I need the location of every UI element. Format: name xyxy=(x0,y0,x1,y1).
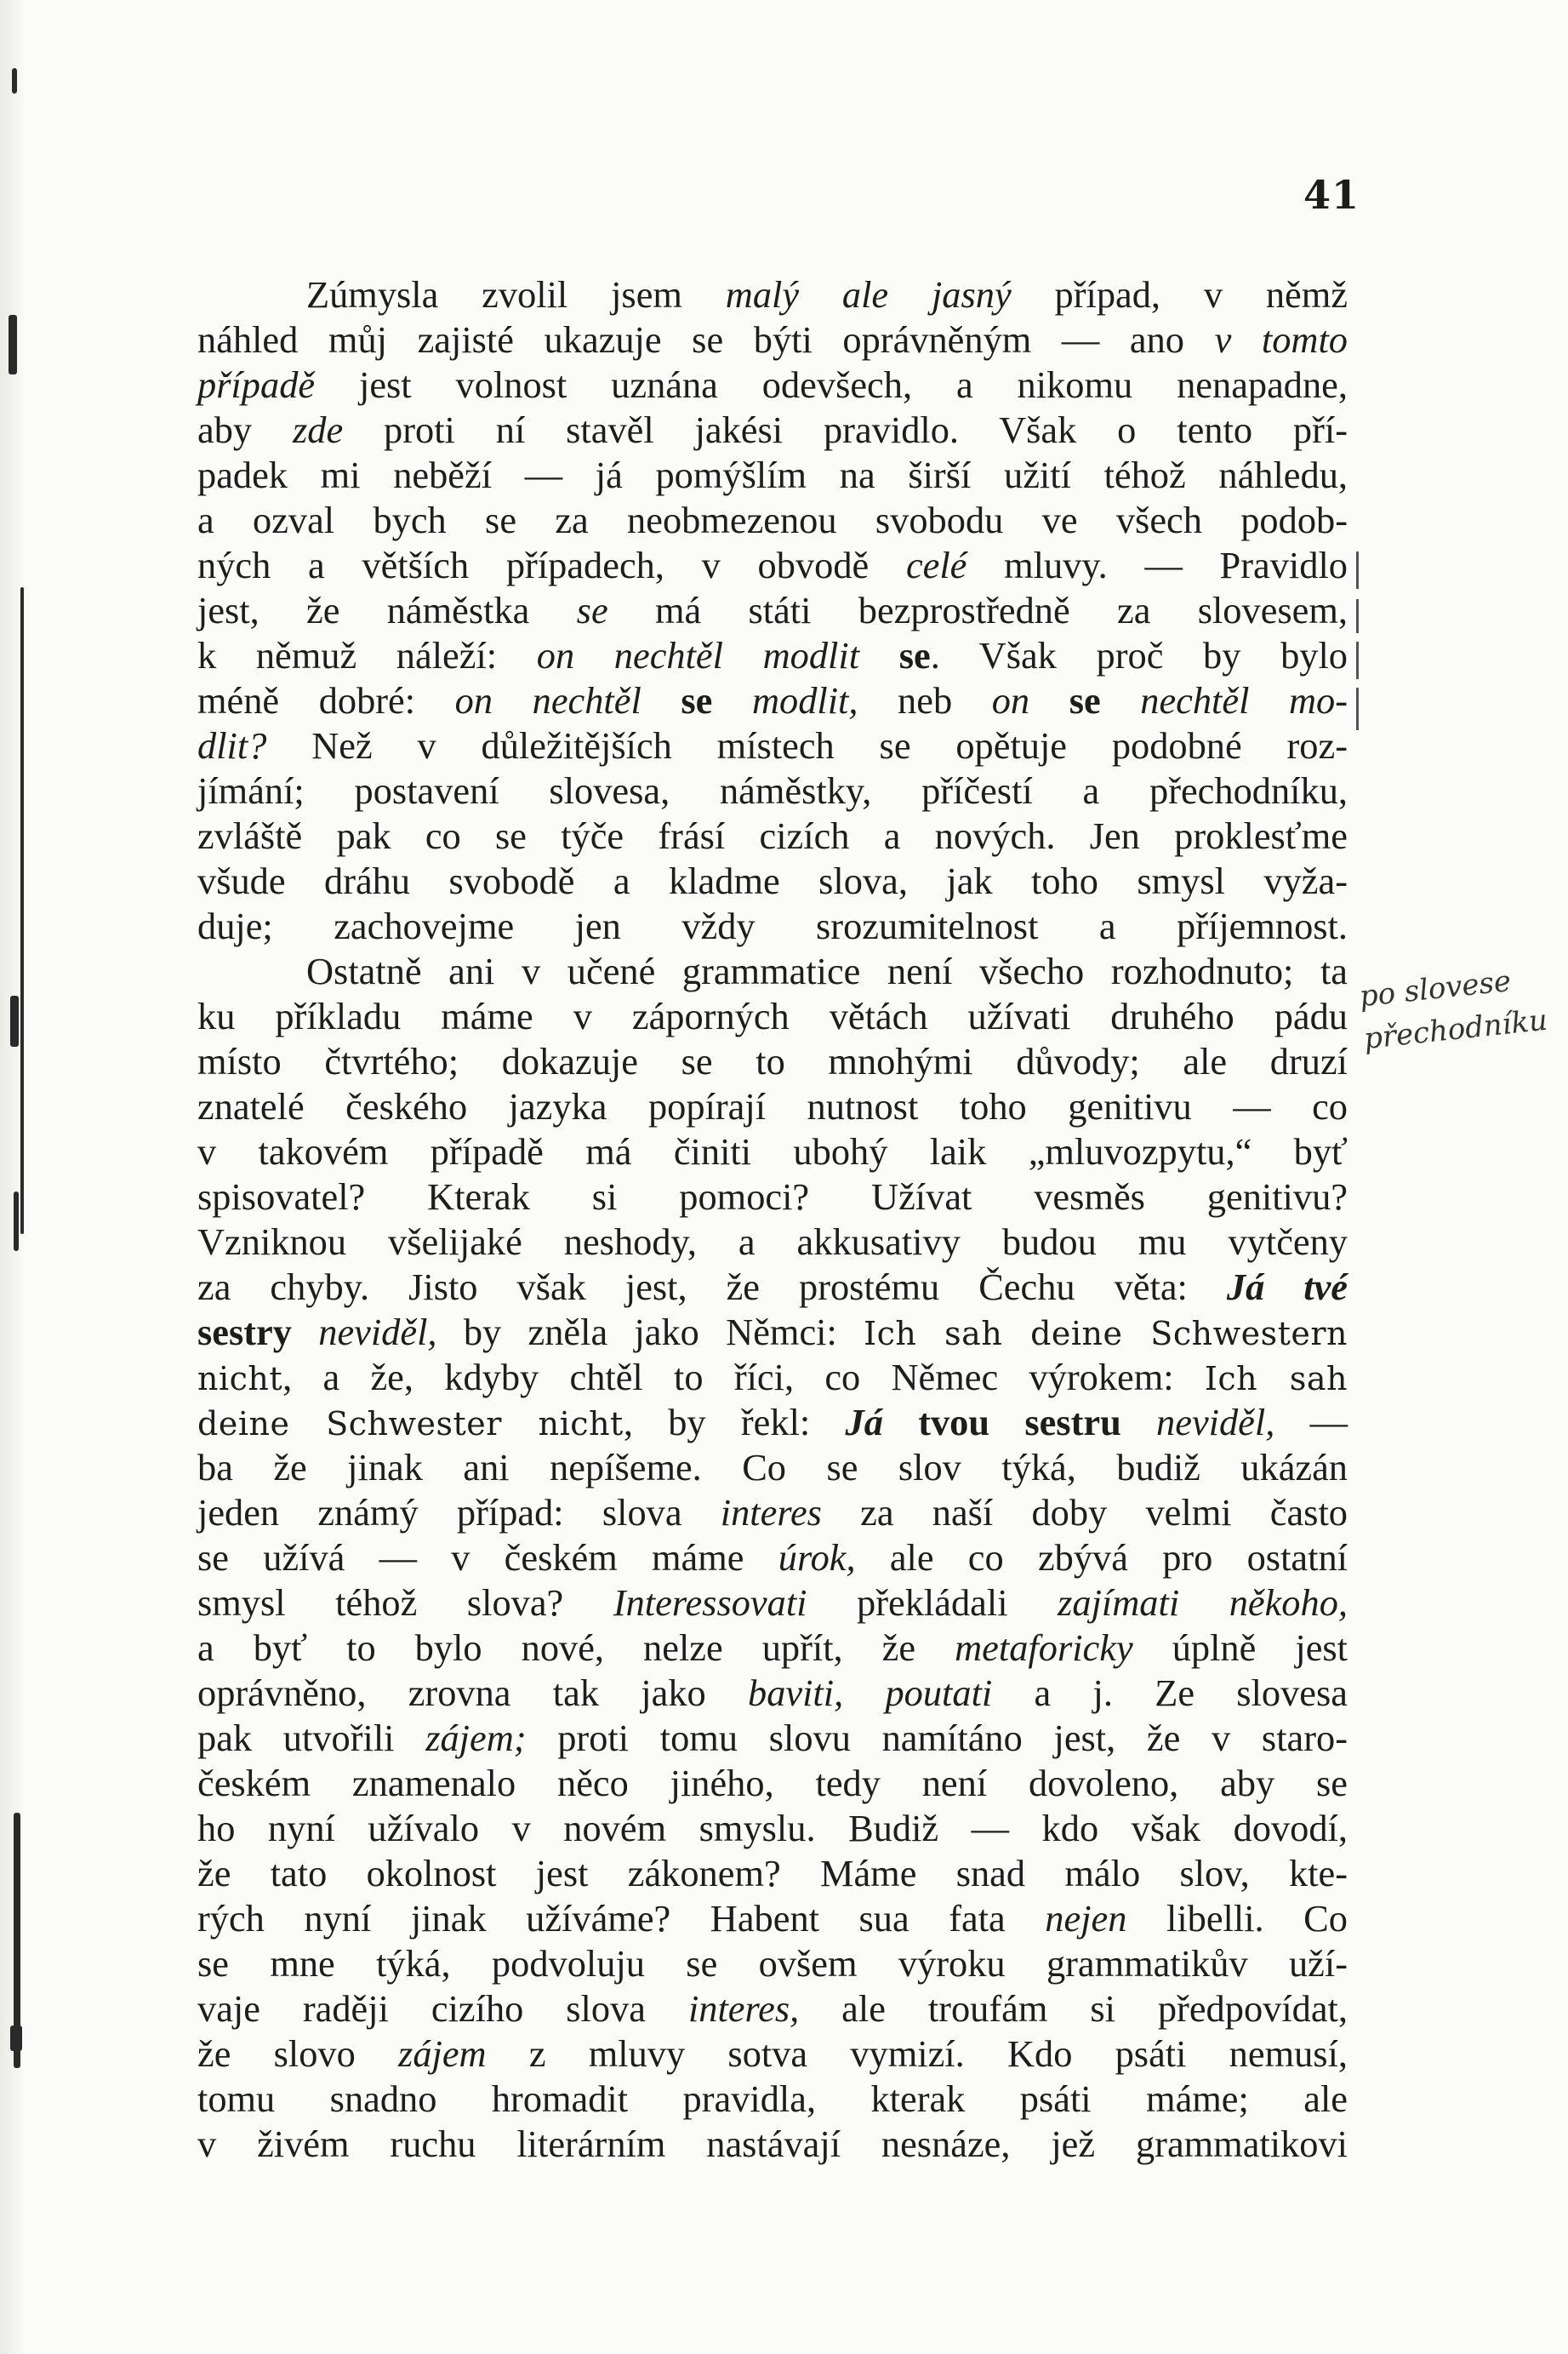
text-line xyxy=(197,408,1348,453)
text-run: libelli. Co xyxy=(1126,1897,1348,1940)
text-run xyxy=(1029,679,1069,722)
text-run: méně dobré: xyxy=(197,679,455,722)
text-run: znatelé českého jazyka popírají nutnost toho genitivu — co xyxy=(197,1085,1348,1128)
text-run: jeden známý případ: slova xyxy=(197,1491,721,1534)
body-text xyxy=(197,272,1348,2167)
margin-bracket xyxy=(1356,551,1359,589)
italic-text: on xyxy=(991,679,1030,722)
text-line xyxy=(197,994,1348,1039)
text-run: za naší doby velmi často xyxy=(821,1491,1348,1534)
text-run: za chyby. Jisto však jest, že prostému Čechu věta: xyxy=(197,1266,1227,1308)
text-run: ných a větších případech, v obvodě xyxy=(197,544,906,586)
italic-text: v tomto xyxy=(1214,318,1348,361)
text-run: má státi bezprostředně za slovesem, xyxy=(607,589,1348,631)
blackletter-german-text: nicht xyxy=(197,1360,283,1397)
bold-italic-text: Já tvé xyxy=(1226,1266,1348,1308)
text-run: tomu snadno hromadit pravidla, kterak psáti máme; ale xyxy=(197,2077,1348,2120)
text-line xyxy=(197,1039,1348,1084)
italic-text: Interessovati xyxy=(613,1581,807,1624)
text-run: úplně jest xyxy=(1132,1626,1348,1669)
text-run: zvláště pak co se týče frásí cizích a nových. Jen proklesťme xyxy=(197,814,1348,857)
text-line xyxy=(197,2031,1348,2077)
text-run: Vzniknou všelijaké neshody, a akkusativy budou mu vytčeny xyxy=(197,1220,1348,1263)
text-run: ho nyní užívalo v novém smyslu. Budiž — kdo však dovodí, xyxy=(197,1807,1348,1849)
text-run: — xyxy=(1274,1401,1348,1443)
text-run xyxy=(712,679,752,722)
italic-text: dlit? xyxy=(197,724,267,767)
text-line xyxy=(197,1671,1348,1716)
text-run xyxy=(1121,1401,1156,1443)
text-run: oprávněno, zrovna tak jako xyxy=(197,1671,748,1714)
text-run: proti ní stavěl jakési pravidlo. Však o tento pří- xyxy=(343,409,1348,451)
text-run: rých nyní jinak užíváme? Habent sua fata xyxy=(197,1897,1046,1940)
bold-text: se xyxy=(898,634,931,677)
italic-text: on nechtěl modlit xyxy=(536,634,860,677)
text-line xyxy=(197,1941,1348,1986)
text-line xyxy=(197,1580,1348,1626)
gutter-mark xyxy=(9,315,17,374)
bold-text: tvou sestru xyxy=(918,1401,1121,1443)
text-line xyxy=(197,1084,1348,1129)
text-line xyxy=(197,1806,1348,1851)
text-run: náhled můj zajisté ukazuje se býti oprávněným — ano xyxy=(197,318,1215,361)
margin-bracket xyxy=(1356,642,1359,679)
text-run: aby xyxy=(197,409,293,451)
bold-text: se xyxy=(681,679,713,722)
gutter-mark xyxy=(14,1191,19,1251)
text-line xyxy=(197,1310,1348,1355)
text-run: ba že jinak ani nepíšeme. Co se slov týká, budiž ukázán xyxy=(197,1446,1348,1488)
italic-text: se xyxy=(576,589,608,631)
italic-text: neviděl, xyxy=(1156,1401,1275,1443)
italic-text: interes, xyxy=(687,1987,800,2030)
text-line xyxy=(197,272,1348,317)
italic-text: neviděl, xyxy=(318,1311,437,1353)
text-run xyxy=(1101,679,1141,722)
italic-text: zájem; xyxy=(425,1717,527,1759)
italic-text: případě xyxy=(197,363,316,406)
handwritten-marginalia xyxy=(1357,957,1549,1060)
marginalia-line: po slovese xyxy=(1357,963,1513,1014)
text-line xyxy=(197,1535,1348,1580)
text-line xyxy=(197,1355,1348,1400)
margin-bracket xyxy=(1356,688,1359,730)
text-line xyxy=(197,1490,1348,1535)
italic-text: nechtěl mo- xyxy=(1140,679,1348,722)
text-line xyxy=(197,859,1348,904)
bold-text: se xyxy=(1069,679,1101,722)
text-line xyxy=(197,588,1348,633)
italic-text: zájem xyxy=(398,2032,487,2075)
text-run: překládali xyxy=(807,1581,1058,1624)
text-run: a ozval bych se za neobmezenou svobodu ve všech podob- xyxy=(197,499,1348,541)
gutter-mark xyxy=(10,996,19,1047)
text-line xyxy=(197,1265,1348,1310)
text-line xyxy=(197,498,1348,543)
text-run: že slovo xyxy=(197,2032,399,2075)
text-run: vaje raději cizího slova xyxy=(197,1987,688,2030)
italic-text: interes xyxy=(720,1491,822,1534)
page-number: 41 xyxy=(1303,172,1360,218)
text-line xyxy=(197,678,1348,723)
page-gutter xyxy=(0,0,26,2354)
text-run: padek mi neběží — já pomýšlím na širší užití téhož náhledu, xyxy=(197,454,1348,496)
text-run xyxy=(883,1401,918,1443)
italic-text: modlit, xyxy=(751,679,858,722)
text-line xyxy=(197,1851,1348,1896)
text-line xyxy=(197,633,1348,678)
text-run: ale troufám si předpovídat, xyxy=(799,1987,1348,2030)
text-line xyxy=(197,1129,1348,1174)
text-run: se užívá — v českém máme xyxy=(197,1536,778,1579)
text-run xyxy=(641,679,681,722)
italic-text: zajímati někoho, xyxy=(1058,1581,1348,1624)
text-line xyxy=(197,543,1348,588)
text-line xyxy=(197,723,1348,768)
blackletter-german-text: Ich sah xyxy=(1204,1360,1348,1397)
text-run: k němuž náleží: xyxy=(197,634,537,677)
italic-text: baviti, poutati xyxy=(748,1671,993,1714)
text-run xyxy=(859,634,899,677)
italic-text: zde xyxy=(292,409,344,451)
text-line xyxy=(197,1445,1348,1490)
text-run: mluvy. — Pravidlo xyxy=(966,544,1348,586)
text-line xyxy=(197,1986,1348,2031)
text-line xyxy=(197,317,1348,363)
blackletter-german-text: deine Schwester nicht xyxy=(197,1405,624,1443)
text-run: , a že, kdyby chtěl to říci, co Němec výrokem: xyxy=(282,1356,1205,1398)
text-line xyxy=(197,453,1348,498)
italic-text: malý ale jasný xyxy=(725,273,1012,316)
text-run: případ, v němž xyxy=(1011,273,1348,316)
text-run: , by řekl: xyxy=(623,1401,846,1443)
text-line xyxy=(197,1716,1348,1761)
bold-text: sestry xyxy=(197,1311,292,1353)
text-run: spisovatel? Kterak si pomoci? Užívat vesměs genitivu? xyxy=(197,1175,1348,1218)
text-line xyxy=(197,1761,1348,1806)
italic-text: úrok, xyxy=(778,1536,856,1579)
text-line xyxy=(197,768,1348,814)
text-run: z mluvy sotva vymizí. Kdo psáti nemusí, xyxy=(486,2032,1348,2075)
gutter-mark xyxy=(20,587,24,1234)
text-run: . Však proč by bylo xyxy=(930,634,1348,677)
text-run: se mne týká, podvoluju se ovšem výroku grammatikův uží- xyxy=(197,1942,1348,1985)
text-run: by zněla jako Němci: xyxy=(436,1311,864,1353)
bold-italic-text: Já xyxy=(845,1401,883,1443)
italic-text: celé xyxy=(905,544,967,586)
text-run: pak utvořili xyxy=(197,1717,426,1759)
text-run: ale co zbývá pro ostatní xyxy=(855,1536,1348,1579)
text-line xyxy=(197,1896,1348,1941)
text-line xyxy=(197,814,1348,859)
text-run: Ostatně ani v učené grammatice není všecho rozhodnuto; ta xyxy=(306,950,1348,992)
text-line xyxy=(197,949,1348,994)
text-line xyxy=(197,904,1348,949)
text-run: jest, že náměstka xyxy=(197,589,577,631)
margin-bracket xyxy=(1356,599,1359,633)
gutter-mark xyxy=(10,2025,22,2051)
text-run: Než v důležitějších místech se opětuje podobné roz- xyxy=(266,724,1348,767)
italic-text: metaforicky xyxy=(955,1626,1133,1669)
text-run: neb xyxy=(858,679,992,722)
text-run: českém znamenalo něco jiného, tedy není dovoleno, aby se xyxy=(197,1762,1348,1804)
text-run: smysl téhož slova? xyxy=(197,1581,613,1624)
text-run: že tato okolnost jest zákonem? Máme snad málo slov, kte- xyxy=(197,1852,1348,1894)
text-run: a j. Ze slovesa xyxy=(992,1671,1348,1714)
text-run: všude dráhu svobodě a kladme slova, jak toho smysl vyža- xyxy=(197,860,1348,902)
italic-text: nejen xyxy=(1045,1897,1127,1940)
text-run: jest volnost uznána odevšech, a nikomu nenapadne, xyxy=(315,363,1348,406)
text-line xyxy=(197,1220,1348,1265)
text-run: Zúmysla zvolil jsem xyxy=(306,273,726,316)
text-run: v živém ruchu literárním nastávají nesnáze, jež grammatikovi xyxy=(197,2123,1348,2165)
italic-text: on nechtěl xyxy=(454,679,641,722)
text-run: v takovém případě má činiti ubohý laik „mluvozpytu,“ byť xyxy=(197,1130,1348,1173)
text-line xyxy=(197,1626,1348,1671)
gutter-mark xyxy=(12,68,17,94)
text-line xyxy=(197,363,1348,408)
text-run: proti tomu slovu namítáno jest, že v staro- xyxy=(526,1717,1348,1759)
text-line xyxy=(197,1174,1348,1220)
text-run: ku příkladu máme v záporných větách užívati druhého pádu xyxy=(197,995,1348,1037)
text-line xyxy=(197,2122,1348,2167)
text-run: místo čtvrtého; dokazuje se to mnohými důvody; ale druzí xyxy=(197,1040,1348,1083)
text-run xyxy=(292,1311,318,1353)
blackletter-german-text: Ich sah deine Schwestern xyxy=(864,1315,1348,1352)
text-run: duje; zachovejme jen vždy srozumitelnost a příjemnost. xyxy=(197,905,1348,947)
marginalia-line: přechodníku xyxy=(1362,1003,1549,1057)
text-run: jímání; postavení slovesa, náměstky, příčestí a přechodníku, xyxy=(197,769,1348,812)
text-line xyxy=(197,2077,1348,2122)
text-run: a byť to bylo nové, nelze upřít, že xyxy=(197,1626,955,1669)
text-line xyxy=(197,1400,1348,1445)
